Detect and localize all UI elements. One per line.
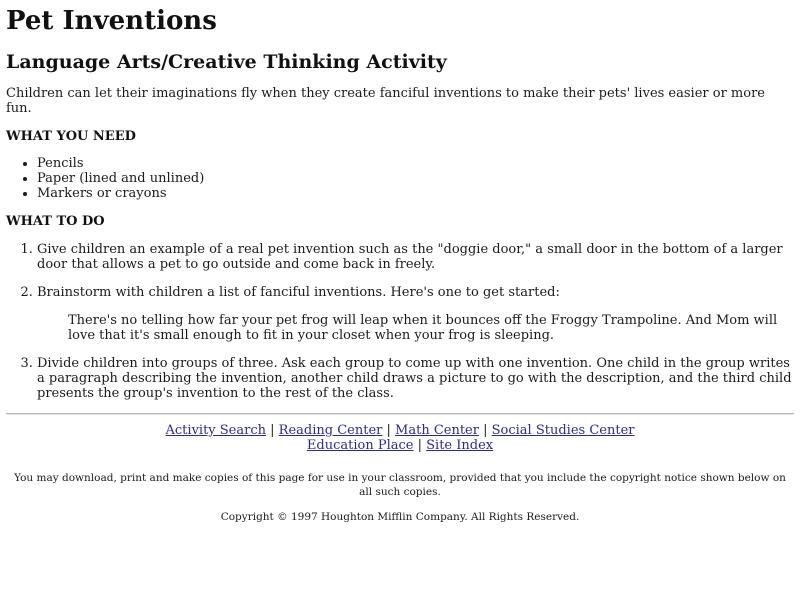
what-to-do-heading: WHAT TO DO: [6, 214, 105, 229]
step-text: Brainstorm with children a list of fanciful inventions. Here's one to get started:: [37, 285, 560, 300]
list-item: • Pencils: [37, 156, 794, 171]
step-item: [37, 242, 794, 272]
usage-notice: You may download, print and make copies of this page for use in your classroom, provided that you include the copyright notice shown below on all such copies.: [14, 472, 786, 498]
materials-list: [6, 156, 794, 201]
list-item: • Markers or crayons: [37, 186, 794, 201]
nav-separator: |: [386, 423, 391, 438]
math-center-link[interactable]: Math Center: [395, 423, 479, 438]
divider: [6, 413, 794, 415]
nav-row-2: [6, 438, 794, 453]
page-title: Pet Inventions: [6, 6, 217, 36]
page-content: [0, 6, 800, 524]
what-you-need-heading: WHAT YOU NEED: [6, 129, 136, 144]
example-quote: There's no telling how far your pet frog will leap when it bounces off the Froggy Trampoline. And Mom will love that it's small enough to fit in your closet when your frog is sleeping.: [68, 313, 778, 343]
list-item: • Paper (lined and unlined): [37, 171, 794, 186]
activity-search-link[interactable]: Activity Search: [165, 423, 266, 438]
copyright-notice: Copyright © 1997 Houghton Mifflin Company. All Rights Reserved.: [220, 511, 580, 523]
page-subtitle: Language Arts/Creative Thinking Activity: [6, 51, 447, 73]
nav-row-1: [6, 423, 794, 438]
reading-center-link[interactable]: Reading Center: [278, 423, 383, 438]
education-place-link[interactable]: Education Place: [306, 438, 414, 453]
nav-separator: |: [483, 423, 488, 438]
site-index-link[interactable]: Site Index: [426, 438, 494, 453]
step-text: Divide children into groups of three. Ask each group to come up with one invention. One child in the group writes a paragraph describing the invention, another child draws a picture to go with the description, and the third child presents the group's invention to the rest of the class.: [37, 356, 792, 401]
nav-separator: |: [417, 438, 422, 453]
social-studies-center-link[interactable]: Social Studies Center: [491, 423, 635, 438]
nav-separator: |: [270, 423, 275, 438]
footer-nav: [6, 423, 794, 453]
step-item: [37, 356, 794, 401]
step-text: Give children an example of a real pet invention such as the "doggie door," a small door in the bottom of a larger door that allows a pet to go outside and come back in freely.: [37, 242, 783, 272]
step-item: [37, 285, 794, 343]
intro-paragraph: Children can let their imaginations fly when they create fanciful inventions to make their pets' lives easier or more fun.: [6, 86, 765, 116]
steps-list: [6, 242, 794, 401]
